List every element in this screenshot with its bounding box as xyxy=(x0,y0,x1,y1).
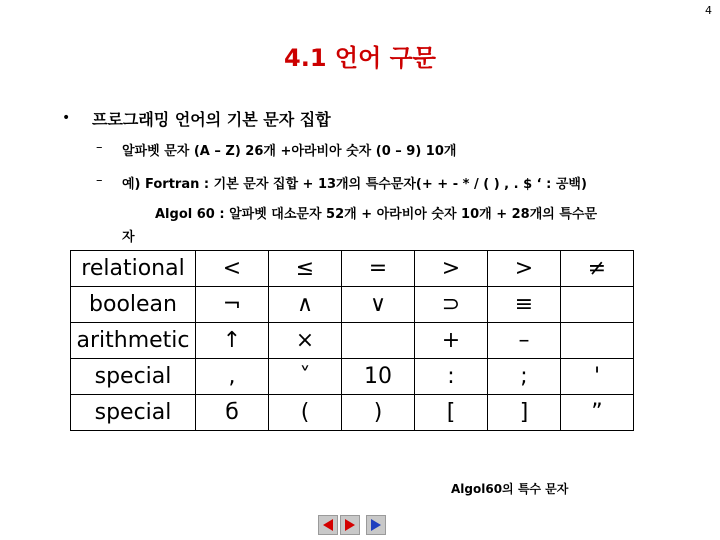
sub-item-4: 자 xyxy=(122,230,135,245)
dash-icon: – xyxy=(96,173,103,188)
table-cell-symbol: ˅ xyxy=(269,359,342,395)
table-cell-symbol xyxy=(561,323,634,359)
table-cell-symbol: ” xyxy=(561,395,634,431)
slide-nav-extra xyxy=(366,515,386,535)
table-cell-category: boolean xyxy=(71,287,196,323)
table-cell-symbol xyxy=(342,323,415,359)
table-cell-symbol: = xyxy=(342,251,415,287)
table-cell-symbol: ] xyxy=(488,395,561,431)
sub-item-3: Algol 60 : 알파벳 대소문자 52개 + 아라비아 숫자 10개 + 28개의 특수문 xyxy=(155,207,598,222)
special-char-table xyxy=(70,250,634,431)
table-cell-symbol: > xyxy=(488,251,561,287)
table-cell-symbol: ⊃ xyxy=(415,287,488,323)
table-cell-category: special xyxy=(71,395,196,431)
table-cell-symbol: ) xyxy=(342,395,415,431)
table-cell-symbol: ' xyxy=(561,359,634,395)
table-cell-symbol: 10 xyxy=(342,359,415,395)
page-number: 4 xyxy=(705,4,712,17)
sub-item-1: 알파벳 문자 (A – Z) 26개 +아라비아 숫자 (0 – 9) 10개 xyxy=(122,144,457,159)
table-cell-symbol: ∧ xyxy=(269,287,342,323)
table-row xyxy=(71,251,634,287)
table-cell-category: relational xyxy=(71,251,196,287)
table-row xyxy=(71,323,634,359)
bullet-icon: • xyxy=(62,110,71,126)
table-cell-symbol: ≡ xyxy=(488,287,561,323)
triangle-right-icon xyxy=(369,518,383,532)
end-slide-button[interactable] xyxy=(366,515,386,535)
table-cell-category: special xyxy=(71,359,196,395)
table-cell-symbol: < xyxy=(196,251,269,287)
prev-slide-button[interactable] xyxy=(318,515,338,535)
table-cell-symbol: × xyxy=(269,323,342,359)
table-cell-symbol xyxy=(561,287,634,323)
table-cell-symbol: + xyxy=(415,323,488,359)
table-row xyxy=(71,395,634,431)
table-caption: Algol60의 특수 문자 xyxy=(451,482,569,496)
table-cell-symbol: ( xyxy=(269,395,342,431)
next-slide-button[interactable] xyxy=(340,515,360,535)
triangle-left-icon xyxy=(321,518,335,532)
table-cell-symbol: > xyxy=(415,251,488,287)
table-cell-category: arithmetic xyxy=(71,323,196,359)
table-cell-symbol: [ xyxy=(415,395,488,431)
table-row xyxy=(71,359,634,395)
table-cell-symbol: б xyxy=(196,395,269,431)
table-row xyxy=(71,287,634,323)
table-cell-symbol: : xyxy=(415,359,488,395)
table-cell-symbol: ; xyxy=(488,359,561,395)
triangle-right-icon xyxy=(343,518,357,532)
table-cell-symbol: , xyxy=(196,359,269,395)
table-cell-symbol: ≤ xyxy=(269,251,342,287)
table-cell-symbol: ∨ xyxy=(342,287,415,323)
sub-item-2: 예) Fortran : 기본 문자 집합 + 13개의 특수문자(+ + - * / ( ) , . $ ‘ : 공백) xyxy=(122,177,587,192)
table-cell-symbol: – xyxy=(488,323,561,359)
slide-title: 4.1 언어 구문 xyxy=(284,44,436,72)
table-cell-symbol: ¬ xyxy=(196,287,269,323)
slide-nav xyxy=(318,515,360,535)
bullet-text: 프로그래밍 언어의 기본 문자 집합 xyxy=(92,110,331,129)
table-cell-symbol: ↑ xyxy=(196,323,269,359)
table-cell-symbol: ≠ xyxy=(561,251,634,287)
dash-icon: – xyxy=(96,140,103,155)
